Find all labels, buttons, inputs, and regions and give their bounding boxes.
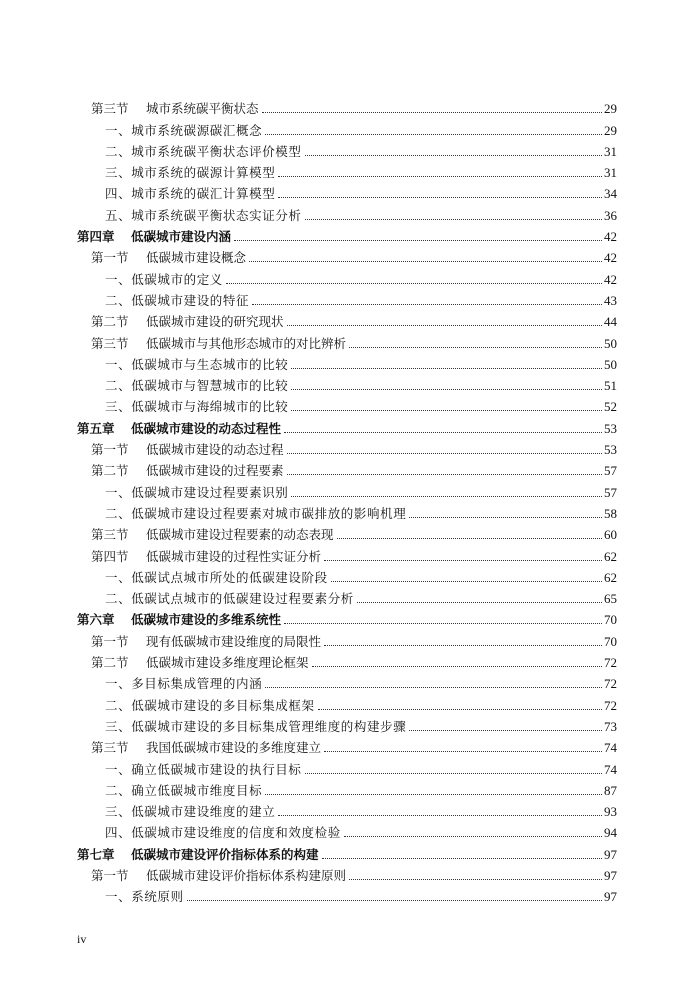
toc-entry-label — [105, 483, 288, 501]
dot-leader — [344, 836, 602, 837]
toc-entry-number: 第二节 — [91, 314, 129, 330]
toc-entry-number: 二、 — [105, 697, 132, 713]
dot-leader — [265, 687, 602, 688]
toc-entry-title: 多目标集成管理的内涵 — [131, 676, 263, 692]
dot-leader — [278, 815, 602, 816]
dot-leader — [187, 900, 602, 901]
toc-entry-number: 第三节 — [91, 740, 129, 756]
dot-leader — [265, 134, 602, 135]
dot-leader — [312, 666, 602, 667]
dot-leader — [322, 858, 602, 859]
toc-subsection-entry[interactable] — [77, 778, 617, 799]
dot-leader — [226, 283, 602, 284]
dot-leader — [287, 325, 602, 326]
dot-leader — [337, 538, 602, 539]
toc-entry-page-number: 53 — [604, 420, 617, 436]
toc-section-entry[interactable] — [77, 522, 617, 543]
toc-entry-label — [91, 99, 259, 117]
toc-entry-number: 第三节 — [91, 527, 129, 543]
dot-leader — [287, 453, 602, 454]
toc-entry-number: 三、 — [105, 804, 132, 820]
toc-subsection-entry[interactable] — [77, 692, 617, 713]
toc-section-entry[interactable] — [77, 543, 617, 564]
toc-entry-label — [105, 291, 249, 309]
toc-subsection-entry[interactable] — [77, 586, 617, 607]
toc-entry-page-number: 50 — [604, 356, 617, 372]
table-of-contents — [77, 96, 617, 905]
toc-entry-number: 二、 — [105, 378, 132, 394]
dot-leader — [284, 432, 602, 433]
dot-leader — [349, 347, 602, 348]
dot-leader — [291, 496, 602, 497]
toc-entry-number: 第六章 — [77, 612, 115, 628]
toc-entry-label — [105, 504, 406, 522]
toc-chapter-entry[interactable] — [77, 607, 617, 628]
toc-entry-page-number: 50 — [604, 335, 617, 351]
toc-entry-page-number: 72 — [604, 655, 617, 671]
toc-entry-number: 一、 — [105, 122, 132, 138]
toc-entry-number: 五、 — [105, 207, 132, 223]
toc-section-entry[interactable] — [77, 245, 617, 266]
dot-leader — [284, 623, 602, 624]
toc-section-entry[interactable] — [77, 330, 617, 351]
toc-entry-title: 低碳城市与智慧城市的比较 — [131, 378, 289, 394]
dot-leader — [409, 730, 602, 731]
dot-leader — [252, 304, 602, 305]
toc-entry-title: 低碳城市与海绵城市的比较 — [131, 399, 289, 415]
toc-subsection-entry[interactable] — [77, 139, 617, 160]
toc-entry-label — [105, 589, 354, 607]
toc-entry-number: 三、 — [105, 399, 132, 415]
toc-entry-label — [91, 525, 334, 543]
toc-entry-number: 第三节 — [91, 335, 129, 351]
toc-entry-page-number: 70 — [604, 633, 617, 649]
toc-entry-page-number: 62 — [604, 569, 617, 585]
toc-subsection-entry[interactable] — [77, 288, 617, 309]
toc-subsection-entry[interactable] — [77, 820, 617, 841]
toc-entry-number: 四、 — [105, 186, 132, 202]
dot-leader — [287, 474, 602, 475]
toc-entry-title: 低碳城市建设多维度理论框架 — [146, 655, 309, 671]
dot-leader — [278, 176, 602, 177]
toc-entry-label — [105, 355, 288, 373]
toc-entry-number: 一、 — [105, 569, 132, 585]
toc-entry-number: 二、 — [105, 292, 132, 308]
toc-entry-page-number: 36 — [604, 207, 617, 223]
toc-entry-number: 三、 — [105, 718, 132, 734]
toc-entry-title: 低碳城市建设的多维系统性 — [131, 612, 282, 628]
toc-entry-title: 低碳城市建设概念 — [146, 250, 247, 266]
dot-leader — [318, 709, 602, 710]
dot-leader — [324, 751, 602, 752]
toc-entry-page-number: 74 — [604, 740, 617, 756]
toc-entry-label — [91, 632, 321, 650]
toc-subsection-entry[interactable] — [77, 117, 617, 138]
toc-entry-page-number: 72 — [604, 697, 617, 713]
toc-subsection-entry[interactable] — [77, 501, 617, 522]
toc-entry-page-number: 51 — [604, 378, 617, 394]
dot-leader — [278, 197, 602, 198]
toc-entry-number: 四、 — [105, 825, 132, 841]
toc-entry-title: 系统原则 — [131, 889, 184, 905]
toc-entry-label — [105, 760, 302, 778]
toc-entry-number: 一、 — [105, 676, 132, 692]
dot-leader — [324, 560, 602, 561]
toc-section-entry[interactable] — [77, 309, 617, 330]
toc-subsection-entry[interactable] — [77, 671, 617, 692]
dot-leader — [357, 602, 602, 603]
toc-entry-title: 低碳试点城市的低碳建设过程要素分析 — [131, 591, 354, 607]
toc-subsection-entry[interactable] — [77, 352, 617, 373]
toc-entry-label — [105, 674, 262, 692]
toc-entry-title: 城市系统的碳源计算模型 — [131, 165, 276, 181]
toc-subsection-entry[interactable] — [77, 714, 617, 735]
toc-entry-page-number: 97 — [604, 867, 617, 883]
toc-entry-page-number: 31 — [604, 143, 617, 159]
toc-entry-label — [105, 823, 341, 841]
toc-entry-page-number: 34 — [604, 186, 617, 202]
toc-entry-label — [105, 163, 275, 181]
toc-entry-page-number: 42 — [604, 271, 617, 287]
toc-entry-title: 低碳城市建设过程要素对城市碳排放的影响机理 — [131, 505, 407, 521]
toc-entry-title: 低碳城市建设过程要素的动态表现 — [146, 527, 334, 543]
toc-entry-number: 第二节 — [91, 655, 129, 671]
toc-entry-title: 低碳城市建设的多目标集成管理维度的构建步骤 — [131, 718, 407, 734]
toc-entry-title: 低碳城市建设的过程性实证分析 — [146, 548, 322, 564]
toc-entry-page-number: 97 — [604, 889, 617, 905]
toc-entry-label — [105, 717, 406, 735]
toc-entry-page-number: 87 — [604, 782, 617, 798]
toc-entry-page-number: 93 — [604, 804, 617, 820]
toc-entry-number: 三、 — [105, 165, 132, 181]
toc-entry-label — [91, 653, 309, 671]
toc-subsection-entry[interactable] — [77, 202, 617, 223]
dot-leader — [291, 410, 602, 411]
toc-section-entry[interactable] — [77, 863, 617, 884]
dot-leader — [305, 155, 602, 156]
toc-entry-page-number: 65 — [604, 591, 617, 607]
toc-entry-label — [91, 738, 321, 756]
toc-entry-page-number: 58 — [604, 505, 617, 521]
toc-entry-label — [105, 397, 288, 415]
toc-entry-label — [77, 419, 281, 437]
toc-entry-title: 低碳城市建设内涵 — [131, 229, 232, 245]
toc-entry-page-number: 31 — [604, 165, 617, 181]
toc-entry-page-number: 44 — [604, 314, 617, 330]
toc-entry-number: 二、 — [105, 143, 132, 159]
toc-section-entry[interactable] — [77, 650, 617, 671]
toc-entry-label — [105, 781, 262, 799]
toc-entry-number: 第二节 — [91, 463, 129, 479]
dot-leader — [305, 773, 602, 774]
toc-entry-number: 第四节 — [91, 548, 129, 564]
dot-leader — [234, 240, 602, 241]
toc-section-entry[interactable] — [77, 735, 617, 756]
toc-entry-number: 二、 — [105, 782, 132, 798]
toc-entry-title: 低碳城市建设的研究现状 — [146, 314, 284, 330]
dot-leader — [349, 879, 602, 880]
dot-leader — [331, 581, 602, 582]
dot-leader — [262, 112, 602, 113]
toc-entry-page-number: 94 — [604, 825, 617, 841]
toc-entry-page-number: 29 — [604, 101, 617, 117]
toc-entry-number: 一、 — [105, 889, 132, 905]
toc-entry-title: 确立低碳城市维度目标 — [131, 782, 263, 798]
toc-entry-title: 我国低碳城市建设的多维度建立 — [146, 740, 322, 756]
toc-entry-page-number: 72 — [604, 676, 617, 692]
toc-entry-page-number: 62 — [604, 548, 617, 564]
page-number-footer: iv — [77, 932, 87, 946]
toc-entry-label — [77, 227, 231, 245]
toc-subsection-entry[interactable] — [77, 799, 617, 820]
toc-subsection-entry[interactable] — [77, 373, 617, 394]
toc-subsection-entry[interactable] — [77, 884, 617, 905]
toc-entry-number: 一、 — [105, 356, 132, 372]
toc-entry-number: 第四章 — [77, 229, 115, 245]
toc-section-entry[interactable] — [77, 437, 617, 458]
toc-entry-page-number: 53 — [604, 442, 617, 458]
toc-entry-page-number: 73 — [604, 718, 617, 734]
toc-entry-number: 一、 — [105, 271, 132, 287]
toc-entry-label — [105, 696, 315, 714]
toc-entry-page-number: 60 — [604, 527, 617, 543]
toc-entry-page-number: 42 — [604, 250, 617, 266]
toc-entry-title: 低碳城市建设的多目标集成框架 — [131, 697, 315, 713]
toc-section-entry[interactable] — [77, 628, 617, 649]
toc-entry-title: 低碳城市的定义 — [131, 271, 223, 287]
toc-entry-label — [105, 270, 223, 288]
dot-leader — [409, 517, 602, 518]
toc-subsection-entry[interactable] — [77, 394, 617, 415]
toc-entry-number: 第一节 — [91, 867, 129, 883]
toc-entry-label — [105, 376, 288, 394]
toc-entry-label — [77, 845, 319, 863]
toc-subsection-entry[interactable] — [77, 160, 617, 181]
toc-entry-number: 第一节 — [91, 250, 129, 266]
toc-entry-label — [91, 461, 284, 479]
toc-entry-label — [91, 440, 284, 458]
toc-entry-label — [91, 248, 246, 266]
toc-entry-title: 低碳城市建设的特征 — [131, 292, 250, 308]
toc-entry-title: 低碳城市建设评价指标体系的构建 — [131, 846, 319, 862]
toc-entry-title: 确立低碳城市建设的执行目标 — [131, 761, 302, 777]
toc-entry-number: 第三节 — [91, 101, 129, 117]
toc-entry-title: 低碳城市建设维度的建立 — [131, 804, 276, 820]
toc-entry-page-number: 43 — [604, 292, 617, 308]
toc-entry-page-number: 97 — [604, 846, 617, 862]
toc-chapter-entry[interactable] — [77, 841, 617, 862]
toc-entry-page-number: 57 — [604, 463, 617, 479]
toc-entry-title: 低碳城市建设维度的信度和效度检验 — [131, 825, 341, 841]
toc-entry-title: 低碳城市建设的动态过程性 — [131, 420, 282, 436]
toc-entry-page-number: 70 — [604, 612, 617, 628]
toc-entry-label — [105, 142, 302, 160]
toc-entry-title: 城市系统碳平衡状态实证分析 — [131, 207, 302, 223]
toc-entry-label — [105, 568, 328, 586]
toc-section-entry[interactable] — [77, 96, 617, 117]
dot-leader — [305, 219, 602, 220]
toc-entry-label — [77, 610, 281, 628]
toc-entry-label — [105, 887, 184, 905]
toc-subsection-entry[interactable] — [77, 479, 617, 500]
dot-leader — [324, 645, 602, 646]
toc-entry-number: 第五章 — [77, 420, 115, 436]
toc-chapter-entry[interactable] — [77, 415, 617, 436]
toc-subsection-entry[interactable] — [77, 181, 617, 202]
toc-entry-number: 一、 — [105, 761, 132, 777]
toc-entry-page-number: 29 — [604, 122, 617, 138]
toc-entry-title: 低碳城市建设评价指标体系构建原则 — [146, 867, 347, 883]
toc-entry-title: 低碳试点城市所处的低碳建设阶段 — [131, 569, 328, 585]
toc-section-entry[interactable] — [77, 458, 617, 479]
toc-entry-number: 第一节 — [91, 442, 129, 458]
toc-entry-title: 低碳城市建设的动态过程 — [146, 442, 284, 458]
toc-entry-number: 二、 — [105, 591, 132, 607]
toc-entry-number: 第七章 — [77, 846, 115, 862]
toc-subsection-entry[interactable] — [77, 756, 617, 777]
toc-entry-label — [91, 547, 321, 565]
toc-subsection-entry[interactable] — [77, 266, 617, 287]
toc-entry-title: 城市系统碳源碳汇概念 — [131, 122, 263, 138]
toc-entry-title: 城市系统的碳汇计算模型 — [131, 186, 276, 202]
toc-entry-label — [91, 334, 346, 352]
toc-entry-page-number: 57 — [604, 484, 617, 500]
toc-entry-label — [105, 184, 275, 202]
toc-entry-label — [105, 121, 262, 139]
dot-leader — [265, 794, 602, 795]
toc-subsection-entry[interactable] — [77, 565, 617, 586]
toc-entry-label — [105, 206, 302, 224]
toc-entry-title: 低碳城市与生态城市的比较 — [131, 356, 289, 372]
toc-entry-label — [91, 866, 346, 884]
dot-leader — [291, 368, 602, 369]
dot-leader — [249, 261, 602, 262]
toc-entry-page-number: 52 — [604, 399, 617, 415]
toc-entry-title: 低碳城市与其他形态城市的对比辨析 — [146, 335, 347, 351]
toc-entry-page-number: 42 — [604, 229, 617, 245]
toc-chapter-entry[interactable] — [77, 224, 617, 245]
toc-entry-page-number: 74 — [604, 761, 617, 777]
toc-entry-title: 低碳城市建设的过程要素 — [146, 463, 284, 479]
toc-entry-title: 城市系统碳平衡状态 — [146, 101, 259, 117]
toc-entry-title: 低碳城市建设过程要素识别 — [131, 484, 289, 500]
toc-entry-number: 第一节 — [91, 633, 129, 649]
dot-leader — [291, 389, 602, 390]
toc-entry-number: 一、 — [105, 484, 132, 500]
toc-entry-number: 二、 — [105, 505, 132, 521]
toc-entry-title: 现有低碳城市建设维度的局限性 — [146, 633, 322, 649]
toc-entry-label — [105, 802, 275, 820]
toc-entry-label — [91, 312, 284, 330]
toc-entry-title: 城市系统碳平衡状态评价模型 — [131, 143, 302, 159]
